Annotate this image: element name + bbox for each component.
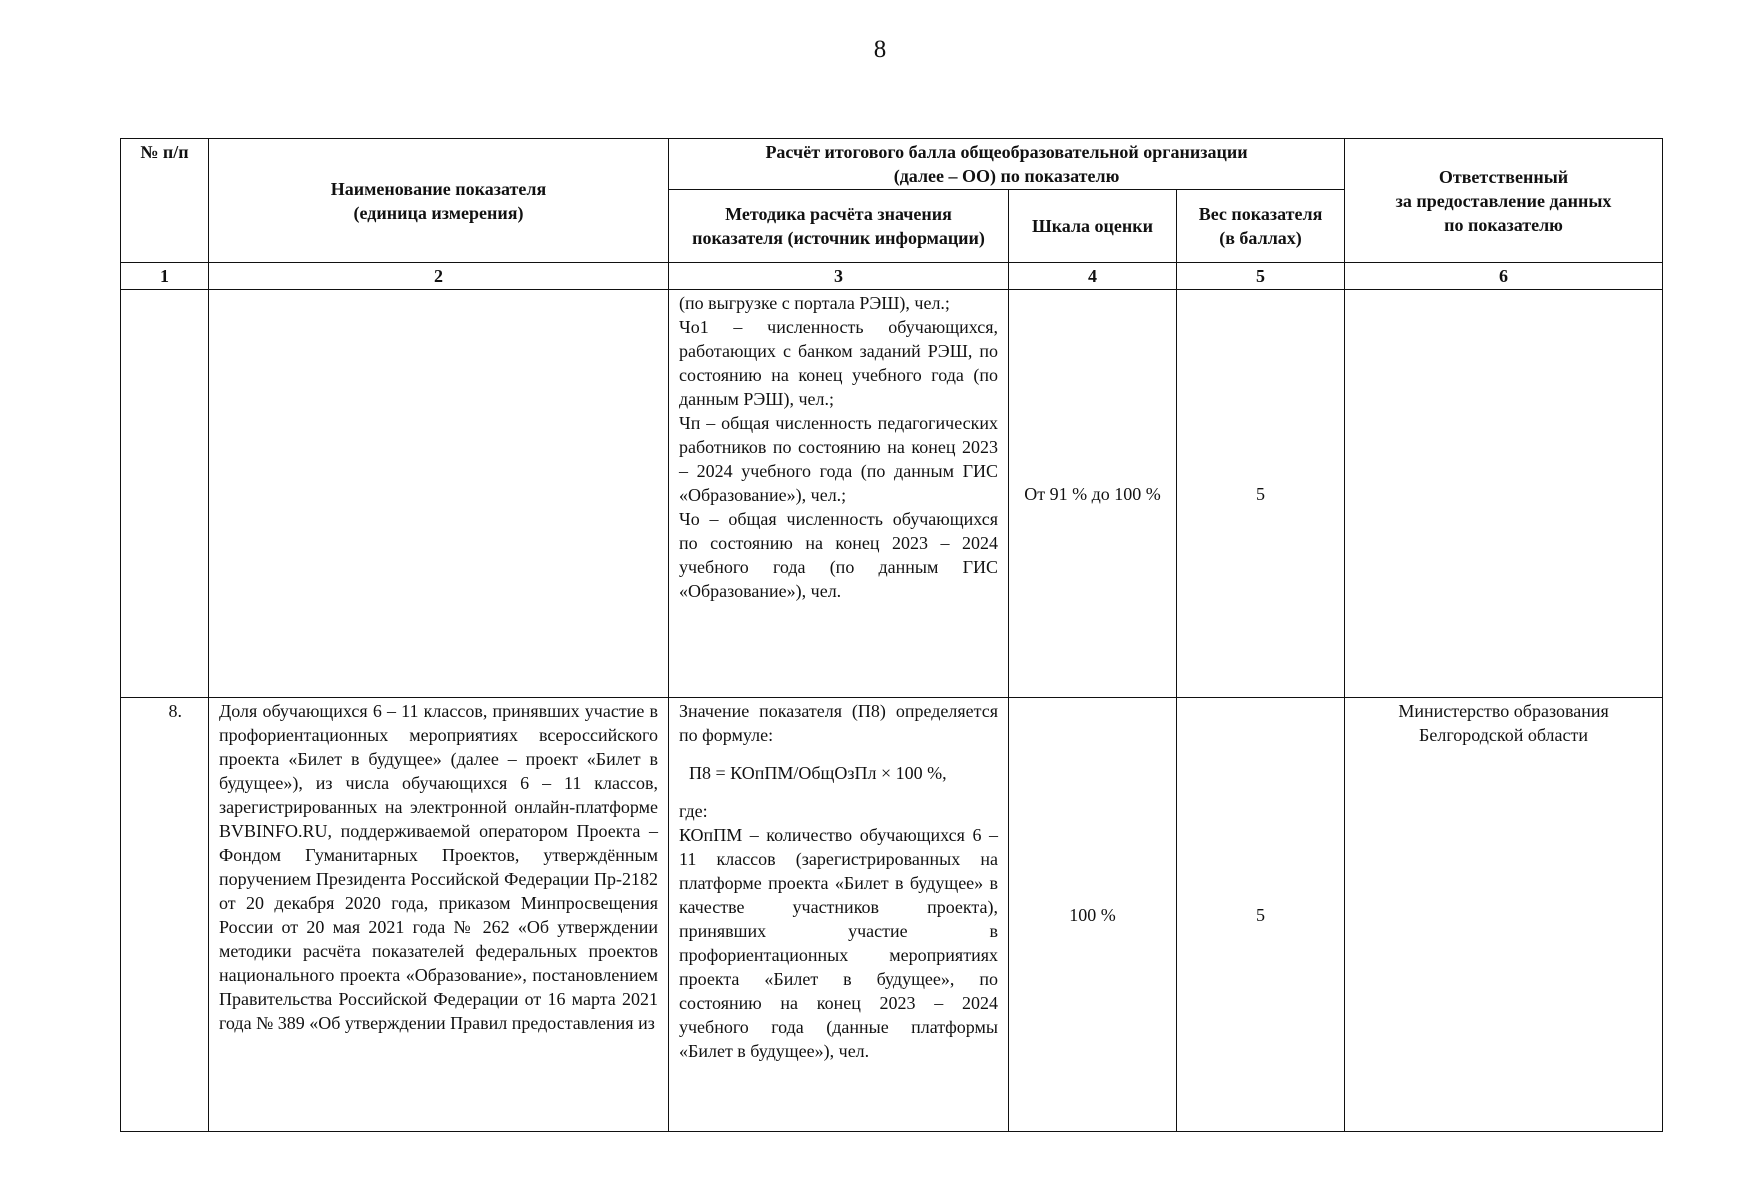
method-paragraph: Чо1 – численность обучающихся, работающих с банком заданий РЭШ, по состоянию на конец учебного года (по данным РЭШ), чел.; xyxy=(679,317,998,409)
method-paragraph: Чо – общая численность обучающихся по состоянию на конец 2023 – 2024 учебного года (по данным ГИС «Образование»), чел. xyxy=(679,509,998,601)
column-number: 6 xyxy=(1345,263,1663,290)
col-header-name-line2: (единица измерения) xyxy=(353,202,524,223)
col-header-number: № п/п xyxy=(121,139,209,263)
table-row xyxy=(121,290,1663,698)
responsible-cell xyxy=(1345,698,1663,1132)
method-paragraph: Чп – общая численность педагогических работников по состоянию на конец 2023 – 2024 учебного года (по данным ГИС «Образование»), чел.; xyxy=(679,413,998,505)
scale-cell: От 91 % до 100 % xyxy=(1009,290,1177,698)
header-row-1 xyxy=(121,139,1663,190)
indicator-table xyxy=(120,138,1663,1132)
col-header-name-line1: Наименование показателя xyxy=(330,178,547,199)
col-header-responsible xyxy=(1345,139,1663,263)
col-header-group-line1: Расчёт итогового балла общеобразовательной организации xyxy=(765,142,1248,162)
table-row xyxy=(121,698,1663,1132)
method-definition: КОпПМ – количество обучающихся 6 – 11 классов (зарегистрированных на платформе проекта «Билет в будущее» в качестве участников проекта), принявших участие в профориентационных мероприятиях проекта «Билет в будущее», по состоянию на конец 2023 – 2024 учебного года (данные платформы «Билет в будущее»), чел. xyxy=(679,825,998,1061)
weight-cell: 5 xyxy=(1177,698,1345,1132)
col-header-weight xyxy=(1177,190,1345,263)
col-header-weight-line2: (в баллах) xyxy=(1219,228,1302,248)
column-number-row xyxy=(121,263,1663,290)
col-header-responsible-line1: Ответственный xyxy=(1438,166,1569,187)
indicator-name xyxy=(209,290,669,698)
method-formula: П8 = КОпПМ/ОбщОзПл × 100 %, xyxy=(689,763,947,783)
method-cell xyxy=(669,698,1009,1132)
scale-cell: 100 % xyxy=(1009,698,1177,1132)
method-where: где: xyxy=(679,801,708,821)
row-number: 8. xyxy=(121,698,209,1132)
method-cell xyxy=(669,290,1009,698)
responsible-line2: Белгородской области xyxy=(1419,725,1589,745)
weight-cell: 5 xyxy=(1177,290,1345,698)
method-paragraph: (по выгрузке с портала РЭШ), чел.; xyxy=(679,293,950,313)
responsible-line1: Министерство образования xyxy=(1398,701,1609,721)
indicator-name: Доля обучающихся 6 – 11 классов, принявших участие в профориентационных мероприятиях всероссийского проекта «Билет в будущее» (далее – проект «Билет в будущее»), из числа обучающихся 6 – 11 классов, зарегистрированных на электронной онлайн-платформе BVBINFO.RU, поддерживаемой оператором Проекта – Фондом Гуманитарных Проектов, утверждённым поручением Президента Российской Федерации Пр-2182 от 20 декабря 2020 года, приказом Минпросвещения России от 20 мая 2021 года № 262 «Об утверждении методики расчёта показателей федеральных проектов национального проекта «Образование», постановлением Правительства Российской Федерации от 16 марта 2021 года № 389 «Об утверждении Правил предоставления из xyxy=(209,698,669,1132)
col-header-weight-line1: Вес показателя xyxy=(1198,204,1323,224)
col-header-name xyxy=(209,139,669,263)
col-header-responsible-line3: по показателю xyxy=(1444,214,1563,235)
col-header-method: Методика расчёта значения показателя (источник информации) xyxy=(669,190,1009,263)
column-number: 2 xyxy=(209,263,669,290)
col-header-group-line2: (далее – ОО) по показателю xyxy=(893,166,1120,186)
row-number xyxy=(121,290,209,698)
col-header-group xyxy=(669,139,1345,190)
column-number: 1 xyxy=(121,263,209,290)
column-number: 4 xyxy=(1009,263,1177,290)
responsible-cell xyxy=(1345,290,1663,698)
method-intro: Значение показателя (П8) определяется по формуле: xyxy=(679,701,998,745)
col-header-scale: Шкала оценки xyxy=(1009,190,1177,263)
column-number: 3 xyxy=(669,263,1009,290)
col-header-responsible-line2: за предоставление данных xyxy=(1395,190,1612,211)
page-number: 8 xyxy=(873,36,887,63)
column-number: 5 xyxy=(1177,263,1345,290)
